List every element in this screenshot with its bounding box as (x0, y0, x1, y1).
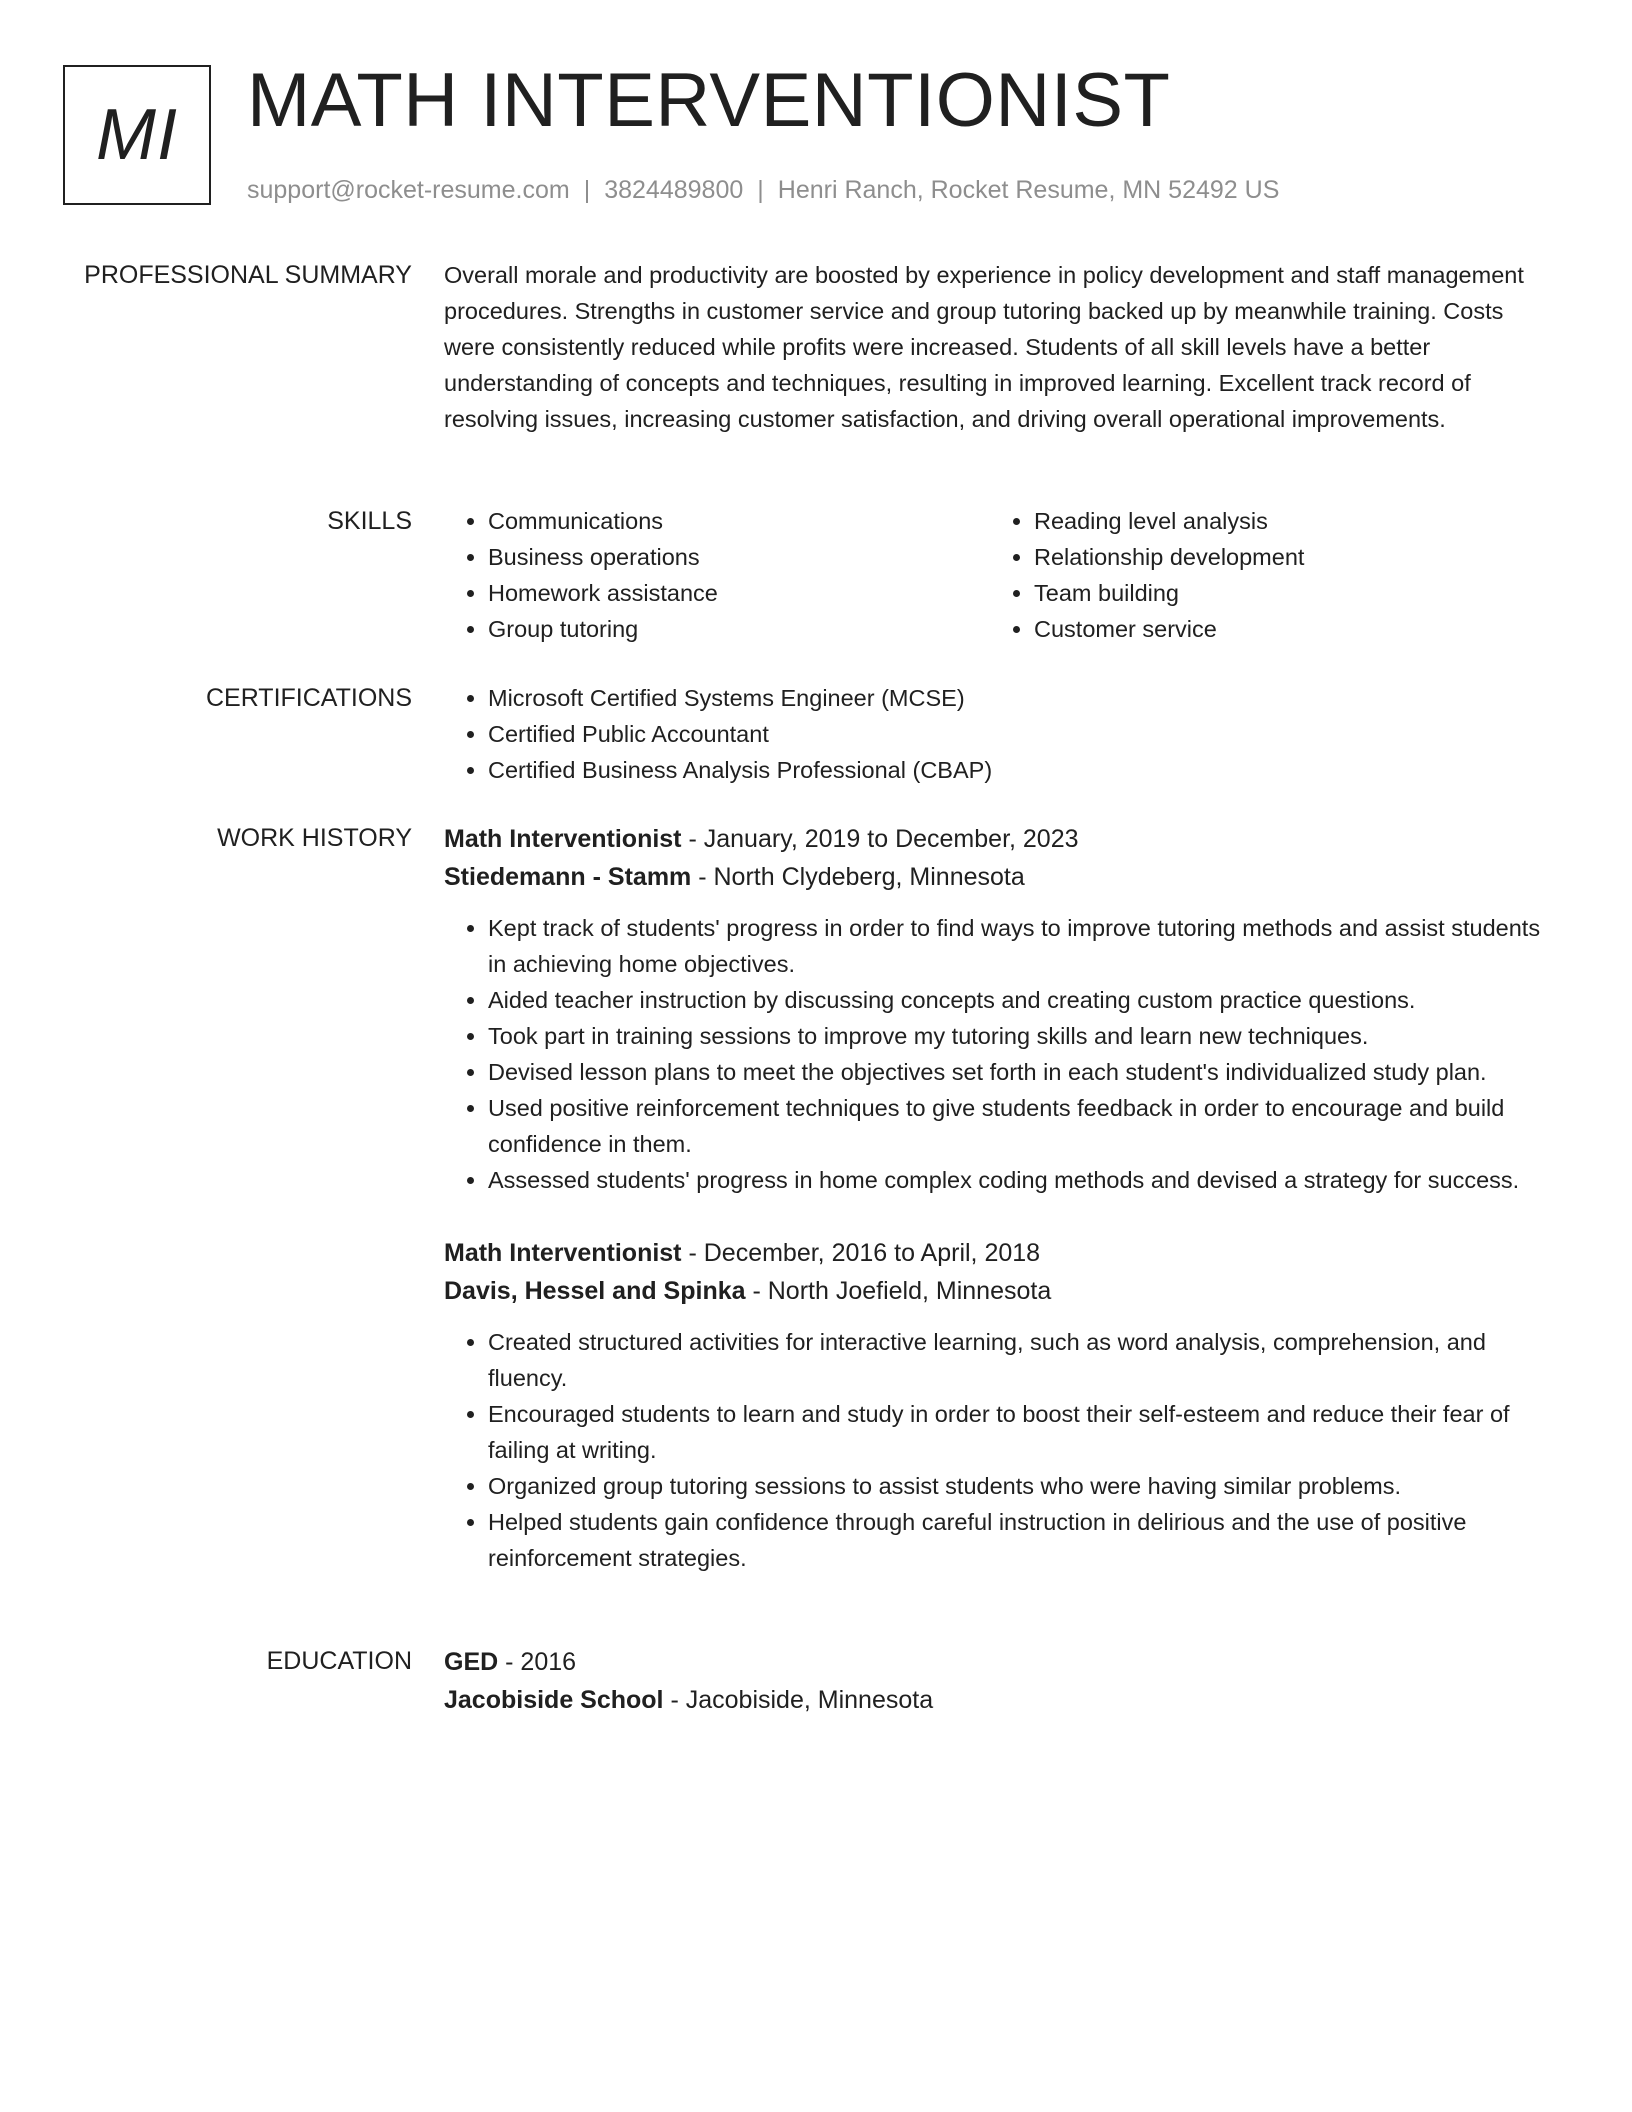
job-duty: • Organized group tutoring sessions to assist students who were having similar problems. (488, 1468, 1554, 1504)
job-duty: • Encouraged students to learn and study in order to boost their self-esteem and reduce their fear of failing at writing. (488, 1396, 1554, 1468)
education-body (444, 1643, 1554, 1733)
job-company: Stiedemann - Stamm (444, 863, 692, 891)
skill-item: • Reading level analysis (1034, 503, 1536, 539)
skill-item: • Communications (488, 503, 990, 539)
job-title: Math Interventionist (444, 1239, 682, 1267)
job-entry (444, 1234, 1554, 1576)
skill-item: • Group tutoring (488, 611, 990, 647)
job-duty: • Created structured activities for interactive learning, such as word analysis, comprehension, and fluency. (488, 1324, 1554, 1396)
job-location: - North Clydeberg, Minnesota (698, 863, 1025, 891)
candidate-title: MATH INTERVENTIONIST (247, 58, 1171, 143)
skills-heading: SKILLS (327, 507, 412, 535)
skills-list-right (990, 503, 1536, 647)
job-title-line (444, 1234, 1554, 1272)
job-entry (444, 820, 1554, 1198)
skill-item: • Homework assistance (488, 575, 990, 611)
skill-item: • Customer service (1034, 611, 1536, 647)
certification-item: • Microsoft Certified Systems Engineer (MCSE) (488, 680, 1554, 716)
job-company: Davis, Hessel and Spinka (444, 1277, 746, 1305)
job-title: Math Interventionist (444, 825, 682, 853)
skills-list-left (444, 503, 990, 647)
skill-item: • Relationship development (1034, 539, 1536, 575)
job-duty: • Used positive reinforcement techniques to give students feedback in order to encourage and build confidence in them. (488, 1090, 1554, 1162)
skills-body (444, 503, 1554, 647)
school-name: Jacobiside School (444, 1686, 664, 1714)
degree-year: - 2016 (505, 1648, 577, 1676)
contact-phone[interactable]: 3824489800 (604, 176, 744, 204)
job-duty: • Helped students gain confidence through careful instruction in delirious and the use of positive reinforcement strategies. (488, 1504, 1554, 1576)
certifications-body (444, 680, 1554, 788)
job-duty: • Assessed students' progress in home complex coding methods and devised a strategy for success. (488, 1162, 1554, 1198)
job-dates: - January, 2019 to December, 2023 (688, 825, 1079, 853)
job-title-line (444, 820, 1554, 858)
certification-item: • Certified Business Analysis Professional (CBAP) (488, 752, 1554, 788)
school-location: - Jacobiside, Minnesota (670, 1686, 934, 1714)
job-company-line (444, 858, 1554, 896)
work-history-body (444, 820, 1554, 1576)
summary-heading: PROFESSIONAL SUMMARY (84, 261, 412, 289)
job-duty: • Took part in training sessions to improve my tutoring skills and learn new techniques. (488, 1018, 1554, 1054)
certifications-heading: CERTIFICATIONS (205, 684, 412, 712)
contact-line (247, 175, 1279, 205)
resume-header (63, 58, 1563, 211)
job-dates: - December, 2016 to April, 2018 (688, 1239, 1041, 1267)
job-duties-list (444, 910, 1554, 1198)
degree: GED (444, 1648, 499, 1676)
certifications-list (444, 680, 1554, 788)
degree-line (444, 1643, 1554, 1681)
contact-separator: | (757, 176, 764, 204)
contact-separator: | (583, 176, 591, 204)
job-location: - North Joefield, Minnesota (752, 1277, 1052, 1305)
job-duty: • Aided teacher instruction by discussing concepts and creating custom practice questions. (488, 982, 1554, 1018)
monogram-logo: MI (63, 65, 211, 205)
school-line (444, 1681, 1554, 1719)
job-company-line (444, 1272, 1554, 1310)
skill-item: • Team building (1034, 575, 1536, 611)
education-heading: EDUCATION (266, 1647, 412, 1675)
certification-item: • Certified Public Accountant (488, 716, 1554, 752)
work-history-heading: WORK HISTORY (217, 824, 412, 852)
skill-item: • Business operations (488, 539, 990, 575)
contact-email[interactable]: support@rocket-resume.com (247, 176, 570, 204)
job-duty: • Kept track of students' progress in order to find ways to improve tutoring methods and assist students in achieving home objectives. (488, 910, 1554, 982)
job-duty: • Devised lesson plans to meet the objectives set forth in each student's individualized study plan. (488, 1054, 1554, 1090)
summary-text: Overall morale and productivity are boosted by experience in policy development and staff management procedures. Strengths in customer service and group tutoring backed up by meanwhile training. Costs were consistently reduced while profits were increased. Students of all skill levels have a better understanding of concepts and techniques, resulting in improved learning. Excellent track record of resolving issues, increasing customer satisfaction, and driving overall operational improvements. (444, 262, 1524, 432)
job-duties-list (444, 1324, 1554, 1576)
contact-address: Henri Ranch, Rocket Resume, MN 52492 US (777, 176, 1280, 204)
